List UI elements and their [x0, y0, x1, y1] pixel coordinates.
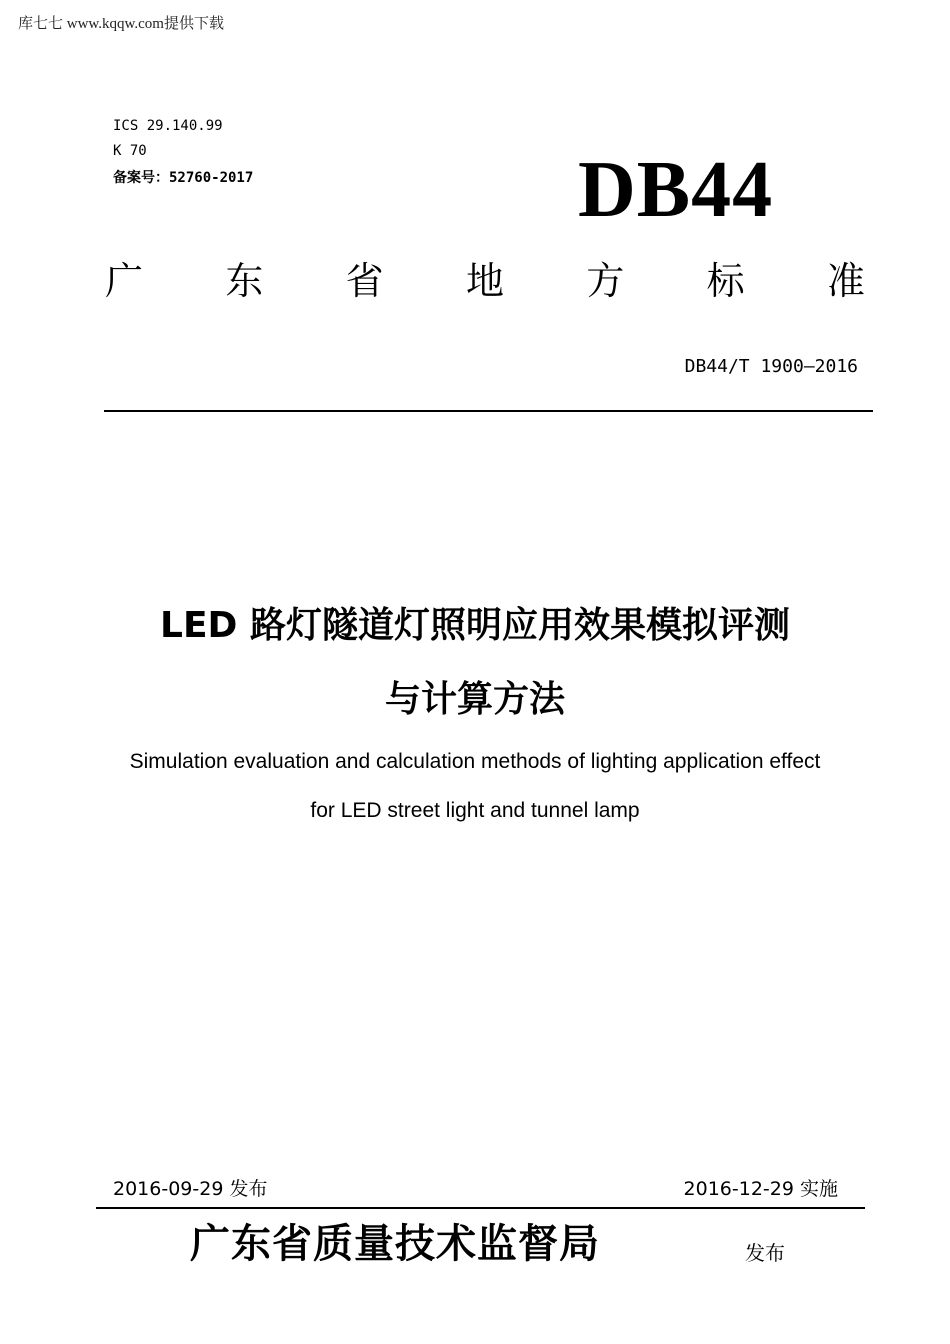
- standard-type-char: 广: [105, 259, 144, 303]
- english-title-line1: Simulation evaluation and calculation methods of lighting application effect: [129, 750, 821, 773]
- english-title-line2: for LED street light and tunnel lamp: [310, 799, 640, 822]
- standard-type-char: 省: [345, 259, 384, 303]
- classification-code: K 70: [113, 143, 147, 159]
- implement-date: 2016-12-29 实施: [683, 1178, 838, 1200]
- standard-type-heading: [105, 259, 865, 303]
- record-number: 备案号：52760-2017: [113, 170, 254, 186]
- standard-type-char: 方: [586, 259, 625, 303]
- standard-code-logo: DB44: [578, 146, 774, 234]
- standard-type-char: 地: [465, 259, 504, 303]
- header-divider: [104, 410, 873, 412]
- footer-divider: [96, 1207, 865, 1209]
- chinese-title-line2: 与计算方法: [384, 679, 565, 720]
- standard-type-char: 准: [826, 259, 865, 303]
- standard-type-char: 标: [706, 259, 745, 303]
- watermark-text: 库七七 www.kqqw.com提供下载: [18, 16, 224, 32]
- standard-number: DB44/T 1900—2016: [684, 356, 858, 377]
- issuing-authority: 广东省质量技术监督局: [190, 1220, 600, 1267]
- ics-code: ICS 29.140.99: [113, 118, 223, 134]
- standard-type-char: 东: [225, 259, 264, 303]
- release-date: 2016-09-29 发布: [113, 1178, 268, 1200]
- issue-label: 发布: [745, 1241, 785, 1265]
- chinese-title-line1: LED 路灯隧道灯照明应用效果模拟评测: [160, 605, 790, 646]
